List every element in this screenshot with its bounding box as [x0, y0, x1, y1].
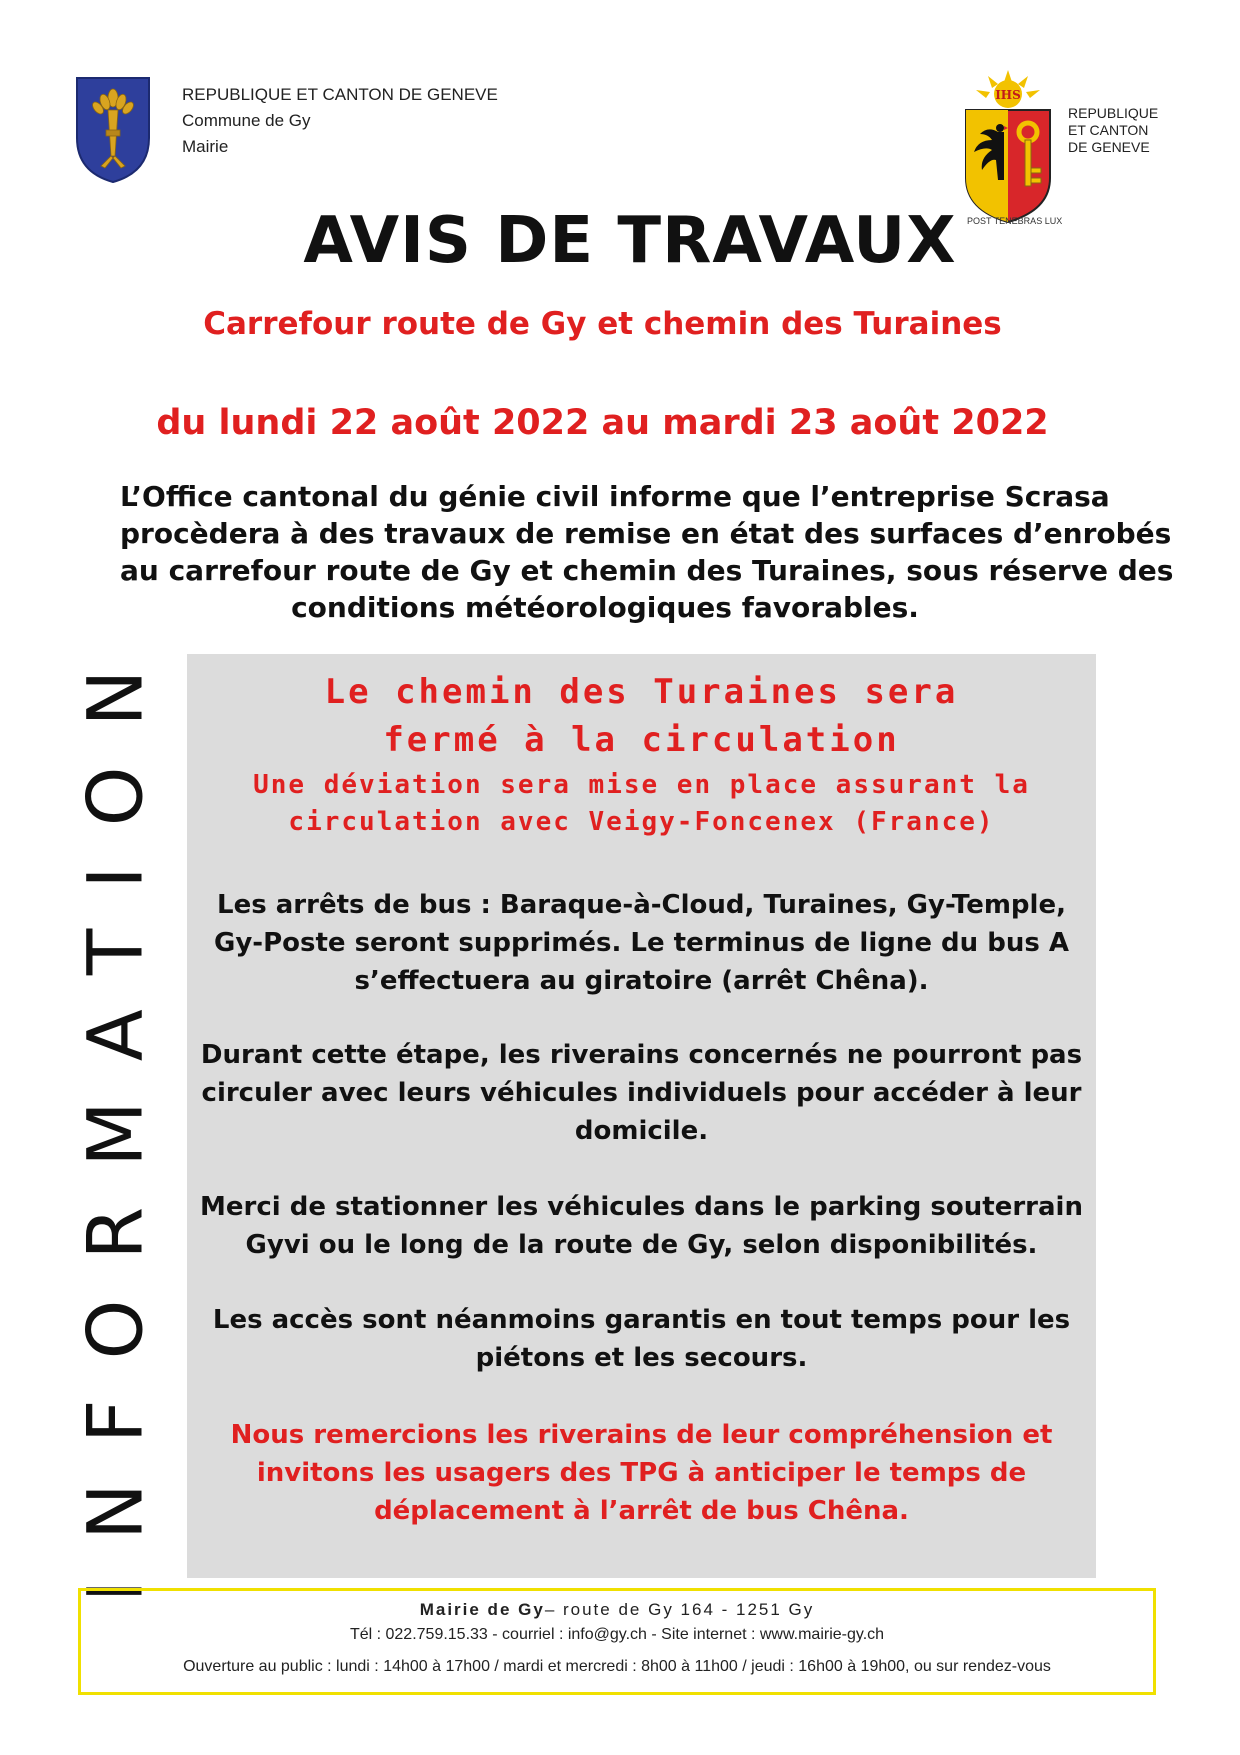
- paragraph-line: Durant cette étape, les riverains concernés ne pourront pas: [200, 1040, 1083, 1070]
- paragraph-line: Gy-Poste seront supprimés. Le terminus de ligne du bus A: [213, 928, 1069, 958]
- bus-stops-paragraph: [187, 886, 1096, 1000]
- header-right-text: [1068, 105, 1158, 156]
- work-dates: du lundi 22 août 2022 au mardi 23 août 2022: [156, 403, 1049, 443]
- paragraph-line: Gyvi ou le long de la route de Gy, selon disponibilités.: [245, 1230, 1038, 1260]
- closure-title-line1: Le chemin des Turaines sera: [324, 672, 959, 712]
- intro-line: procèdera à des travaux de remise en état des surfaces d’enrobés: [120, 517, 1172, 550]
- detour-line2: circulation avec Veigy-Foncenex (France): [288, 807, 995, 837]
- crest-motto: POST TENEBRAS LUX: [967, 216, 1063, 226]
- side-label-information: INFORMATION: [70, 629, 160, 1603]
- intro-line: au carrefour route de Gy et chemin des Turaines, sous réserve des: [120, 554, 1174, 587]
- paragraph-line: s’effectuera au giratoire (arrêt Chêna).: [354, 966, 929, 996]
- paragraph-line: Merci de stationner les véhicules dans le parking souterrain: [200, 1192, 1083, 1222]
- paragraph-line: Nous remercions les riverains de leur compréhension et: [230, 1420, 1053, 1450]
- header-left-line3: Mairie: [182, 137, 229, 156]
- page-title: AVIS DE TRAVAUX: [303, 204, 957, 278]
- paragraph-line: circuler avec leurs véhicules individuels pour accéder à leur: [201, 1078, 1082, 1108]
- footer-contact-box: [78, 1588, 1156, 1695]
- intro-line: L’Office cantonal du génie civil informe que l’entreprise Scrasa: [120, 480, 1110, 513]
- residents-paragraph: [187, 1036, 1096, 1150]
- paragraph-line: piétons et les secours.: [475, 1343, 808, 1373]
- header-right-line2: ET CANTON: [1068, 122, 1149, 138]
- info-box: [187, 654, 1096, 1578]
- gy-crest-logo: [75, 76, 151, 184]
- detour-line1: Une déviation sera mise en place assurant la: [253, 770, 1030, 800]
- footer-hours: Ouverture au public : lundi : 14h00 à 17h00 / mardi et mercredi : 8h00 à 11h00 / jeudi : 16h00 à 19h00, ou sur rendez-vous: [183, 1658, 1051, 1675]
- paragraph-line: invitons les usagers des TPG à anticiper le temps de: [256, 1458, 1027, 1488]
- paragraph-line: domicile.: [574, 1116, 709, 1146]
- access-paragraph: [187, 1301, 1096, 1377]
- header-right-line3: DE GENEVE: [1068, 139, 1150, 155]
- header-right-line1: REPUBLIQUE: [1068, 105, 1159, 121]
- footer-address-line: [81, 1600, 1153, 1620]
- closure-title-line2: fermé à la circulation: [383, 720, 900, 760]
- footer-address: – route de Gy 164 - 1251 Gy: [544, 1600, 815, 1619]
- paragraph-line: Les accès sont néanmoins garantis en tout temps pour les: [212, 1305, 1071, 1335]
- header-left-text: [182, 82, 498, 160]
- paragraph-line: Les arrêts de bus : Baraque-à-Cloud, Turaines, Gy-Temple,: [217, 890, 1066, 920]
- paragraph-line: déplacement à l’arrêt de bus Chêna.: [374, 1496, 909, 1526]
- header-left-line2: Commune de Gy: [182, 111, 311, 130]
- intro-line: conditions météorologiques favorables.: [291, 591, 919, 624]
- side-label-container: [70, 629, 160, 1603]
- footer-mairie-name: Mairie de Gy: [419, 1600, 545, 1619]
- crest-ihs-text: IHS: [995, 88, 1021, 102]
- footer-contact: Tél : 022.759.15.33 - courriel : info@gy.ch - Site internet : www.mairie-gy.ch: [349, 1626, 885, 1643]
- header-left-line1: REPUBLIQUE ET CANTON DE GENEVE: [182, 85, 498, 104]
- parking-paragraph: [187, 1188, 1096, 1264]
- intro-paragraph: [120, 478, 1174, 626]
- page-subtitle: Carrefour route de Gy et chemin des Turaines: [203, 306, 1002, 342]
- thanks-paragraph: [187, 1416, 1096, 1530]
